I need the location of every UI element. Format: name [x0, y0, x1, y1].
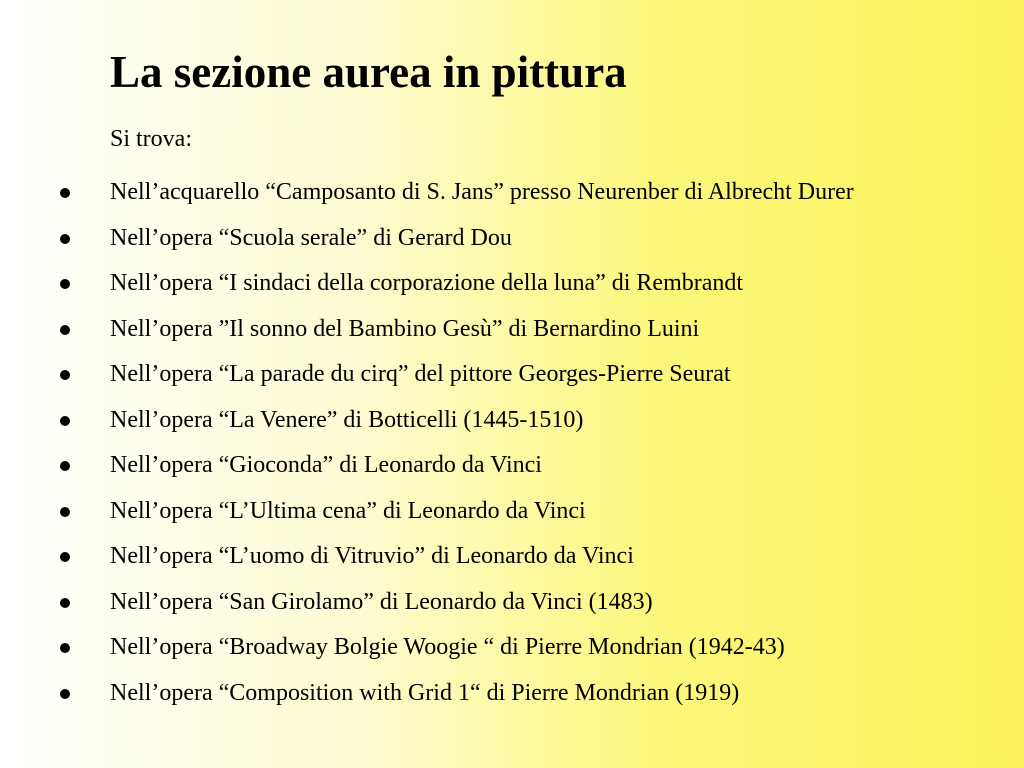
bullet-text: Nell’opera “Composition with Grid 1“ di Pierre Mondrian (1919) [110, 679, 740, 706]
bullet-dot-icon [60, 552, 70, 562]
bullet-text: Nell’opera “Gioconda” di Leonardo da Vinci [110, 452, 542, 478]
bullet-text: Nell’opera “Scuola serale” di Gerard Dou [110, 224, 512, 251]
bullet-text: Nell’opera “La Venere” di Botticelli (1445-1510) [110, 406, 584, 433]
bullet-dot-icon [60, 416, 70, 426]
bullet-text: Nell’opera ”Il sonno del Bambino Gesù” di Bernardino Luini [110, 315, 700, 342]
bullet-text: Nell’opera “San Girolamo” di Leonardo da Vinci (1483) [110, 588, 653, 615]
bullet-dot-icon [60, 507, 70, 517]
bullet-dot-icon [60, 279, 70, 289]
bullet-text: Nell’opera “L’Ultima cena” di Leonardo da Vinci [110, 497, 586, 524]
bullet-dot-icon [60, 689, 70, 699]
bullet-dot-icon [60, 234, 70, 244]
slide-subtitle: Si trova: [110, 126, 192, 152]
bullet-dot-icon [60, 370, 70, 380]
bullet-text: Nell’opera “La parade du cirq” del pittore Georges-Pierre Seurat [110, 361, 731, 387]
bullet-dot-icon [60, 461, 70, 471]
bullet-text: Nell’opera “I sindaci della corporazione della luna” di Rembrandt [110, 270, 744, 296]
bullet-dot-icon [60, 325, 70, 335]
bullet-dot-icon [60, 188, 70, 198]
bullet-dot-icon [60, 598, 70, 608]
bullet-dot-icon [60, 643, 70, 653]
bullet-text: Nell’acquarello “Camposanto di S. Jans” presso Neurenber di Albrecht Durer [110, 179, 854, 205]
bullet-text: Nell’opera “Broadway Bolgie Woogie “ di Pierre Mondrian (1942-43) [110, 634, 785, 660]
slide-title: La sezione aurea in pittura [110, 47, 627, 97]
bullet-text: Nell’opera “L’uomo di Vitruvio” di Leonardo da Vinci [110, 543, 634, 569]
